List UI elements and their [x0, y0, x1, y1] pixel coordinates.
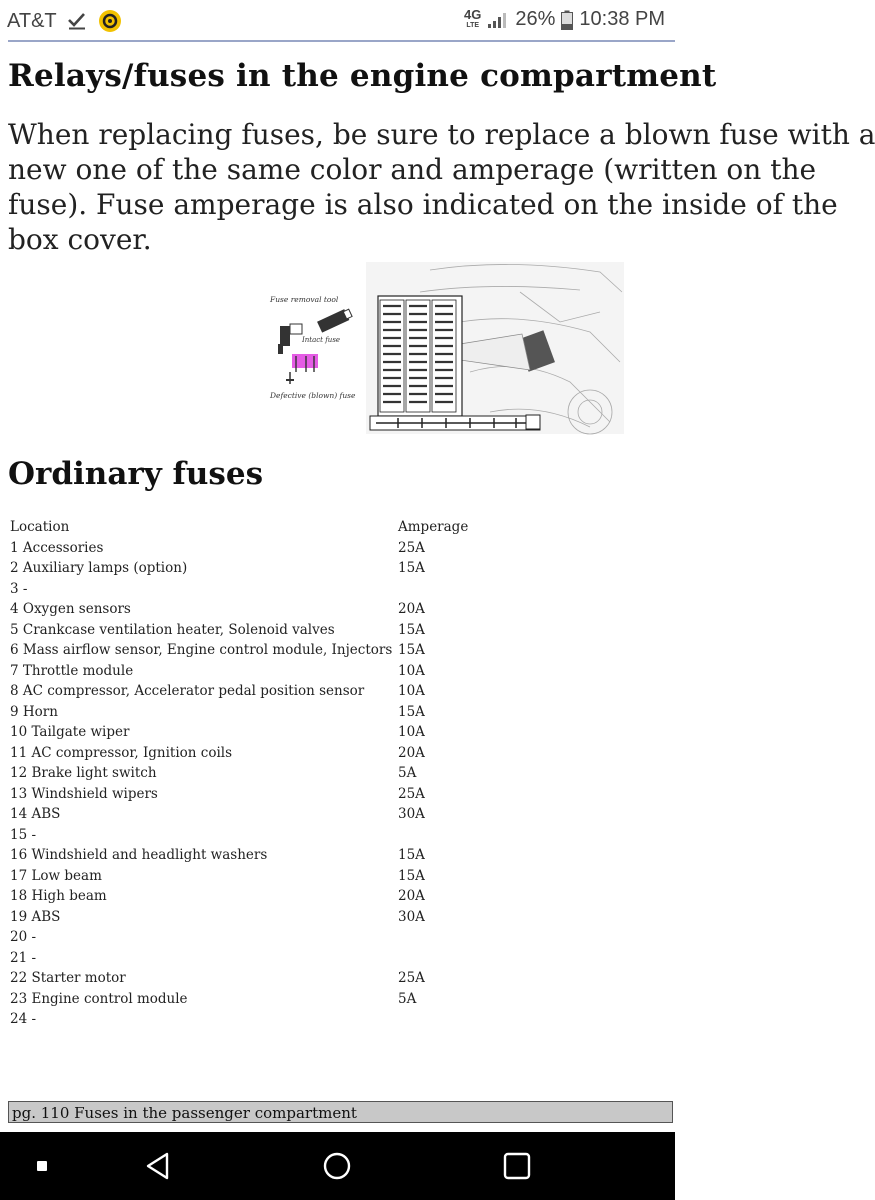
- fuse-location: 8 AC compressor, Accelerator pedal position sensor: [10, 683, 365, 699]
- recents-dot-button[interactable]: [24, 1148, 60, 1184]
- carrier-label: AT&T: [7, 9, 57, 32]
- fuse-amperage: [396, 927, 470, 948]
- table-row: [8, 804, 470, 825]
- fuse-location: 12 Brake light switch: [10, 765, 157, 781]
- table-row: [8, 538, 470, 559]
- table-row: [8, 722, 470, 743]
- table-row: [8, 558, 470, 579]
- fuse-amperage: 25A: [398, 539, 425, 556]
- fuse-location: 2 Auxiliary lamps (option): [10, 560, 188, 576]
- intro-paragraph: [8, 117, 875, 257]
- fuse-amperage: 5A: [398, 765, 417, 781]
- table-row: [8, 927, 470, 948]
- fuse-amperage: 30A: [398, 806, 425, 822]
- fuse-box-illustration: [260, 262, 624, 434]
- fuse-amperage: 15A: [398, 560, 425, 576]
- fuse-amperage: 15A: [398, 867, 425, 884]
- fuse-amperage: 20A: [398, 744, 425, 761]
- label-defective-fuse: Defective (blown) fuse: [270, 391, 356, 400]
- fuse-location: 14 ABS: [10, 806, 61, 822]
- back-button[interactable]: [140, 1148, 176, 1184]
- fuse-amperage: 25A: [398, 970, 425, 986]
- circle-home-icon: [322, 1151, 352, 1181]
- status-right: [464, 8, 665, 31]
- app-notification-icon: [97, 8, 123, 34]
- fuse-location: 4 Oxygen sensors: [10, 601, 131, 617]
- page-title: Relays/fuses in the engine compartment: [8, 58, 717, 94]
- fuse-location: 1 Accessories: [10, 539, 104, 556]
- fuse-amperage: 5A: [398, 990, 417, 1007]
- table-row: [8, 661, 470, 682]
- fuse-amperage: 30A: [398, 908, 425, 925]
- intro-line-4: box cover.: [8, 223, 152, 256]
- triangle-back-icon: [143, 1151, 173, 1181]
- fuse-location: 18 High beam: [10, 888, 107, 904]
- table-row: [8, 579, 470, 600]
- table-row: [8, 784, 470, 805]
- table-row: [8, 681, 470, 702]
- fuse-location: 13 Windshield wipers: [10, 785, 158, 802]
- table-row: [8, 907, 470, 928]
- fuse-location: 10 Tailgate wiper: [10, 724, 130, 740]
- fuse-amperage: 10A: [398, 662, 425, 679]
- fuse-amperage: 10A: [398, 724, 425, 740]
- fuse-location: 20 -: [10, 929, 37, 945]
- table-row: [8, 743, 470, 764]
- table-row: [8, 825, 470, 846]
- table-row: [8, 866, 470, 887]
- fuse-location: 16 Windshield and headlight washers: [10, 847, 268, 863]
- fuse-amperage: 25A: [398, 785, 425, 802]
- table-row: [8, 886, 470, 907]
- battery-icon: [561, 10, 573, 30]
- fuse-location: 3 -: [10, 580, 28, 597]
- checkmark-icon: [67, 12, 87, 30]
- intro-line-2: new one of the same color and amperage (written on the: [8, 153, 817, 186]
- fuse-amperage: [396, 948, 470, 969]
- table-row: [8, 948, 470, 969]
- fuse-amperage: 15A: [398, 703, 425, 720]
- fuse-amperage: [396, 579, 470, 600]
- fuse-amperage: 10A: [398, 683, 425, 699]
- table-header-row: [8, 517, 470, 538]
- table-row: [8, 599, 470, 620]
- table-row: [8, 989, 470, 1010]
- status-left: [7, 8, 123, 34]
- fuse-location: 23 Engine control module: [10, 990, 188, 1007]
- fuse-diagram: [260, 262, 624, 434]
- fuse-location: 15 -: [10, 826, 37, 843]
- fuse-location: 9 Horn: [10, 703, 58, 720]
- fuse-location: 5 Crankcase ventilation heater, Solenoid valves: [10, 621, 335, 638]
- square-dot-icon: [36, 1160, 48, 1172]
- table-row: [8, 702, 470, 723]
- table-row: [8, 1009, 470, 1030]
- fuse-location: 22 Starter motor: [10, 970, 126, 986]
- page-top-border: [8, 40, 675, 42]
- fuse-amperage: [396, 1009, 470, 1030]
- fuse-amperage: 20A: [398, 888, 425, 904]
- home-button[interactable]: [319, 1148, 355, 1184]
- fuse-table: [8, 517, 470, 1030]
- android-nav-bar: [0, 1132, 675, 1200]
- fuse-location: 6 Mass airflow sensor, Engine control module, Injectors: [10, 642, 393, 658]
- fuse-amperage: 15A: [398, 621, 425, 638]
- fuse-location: 21 -: [10, 949, 37, 966]
- fuse-location: 17 Low beam: [10, 867, 102, 884]
- fuse-location: 19 ABS: [10, 908, 61, 925]
- clock: 10:38 PM: [579, 8, 665, 30]
- header-amperage: Amperage: [398, 519, 469, 535]
- overview-button[interactable]: [499, 1148, 535, 1184]
- battery-percent: 26%: [515, 8, 556, 30]
- fuse-location: 7 Throttle module: [10, 662, 134, 679]
- label-fuse-removal-tool: Fuse removal tool: [270, 295, 339, 304]
- fuse-location: 24 -: [10, 1011, 37, 1027]
- next-page-link[interactable]: pg. 110 Fuses in the passenger compartment: [8, 1101, 673, 1123]
- square-overview-icon: [502, 1151, 532, 1181]
- fuse-amperage: 20A: [398, 601, 425, 617]
- label-intact-fuse: Intact fuse: [302, 336, 341, 344]
- fuse-amperage: 15A: [398, 847, 425, 863]
- table-row: [8, 763, 470, 784]
- intro-line-3: fuse). Fuse amperage is also indicated on the inside of the: [8, 188, 838, 221]
- table-row: [8, 845, 470, 866]
- section-title: Ordinary fuses: [8, 456, 264, 492]
- status-bar: [0, 0, 675, 40]
- table-row: [8, 968, 470, 989]
- signal-icon: [487, 11, 509, 29]
- intro-line-1: When replacing fuses, be sure to replace a blown fuse with a: [8, 118, 875, 151]
- table-row: [8, 640, 470, 661]
- header-location: Location: [10, 519, 70, 535]
- network-indicator: 4G LTE: [464, 6, 482, 29]
- fuse-amperage: 15A: [398, 642, 425, 658]
- fuse-location: 11 AC compressor, Ignition coils: [10, 744, 233, 761]
- fuse-amperage: [396, 825, 470, 846]
- table-row: [8, 620, 470, 641]
